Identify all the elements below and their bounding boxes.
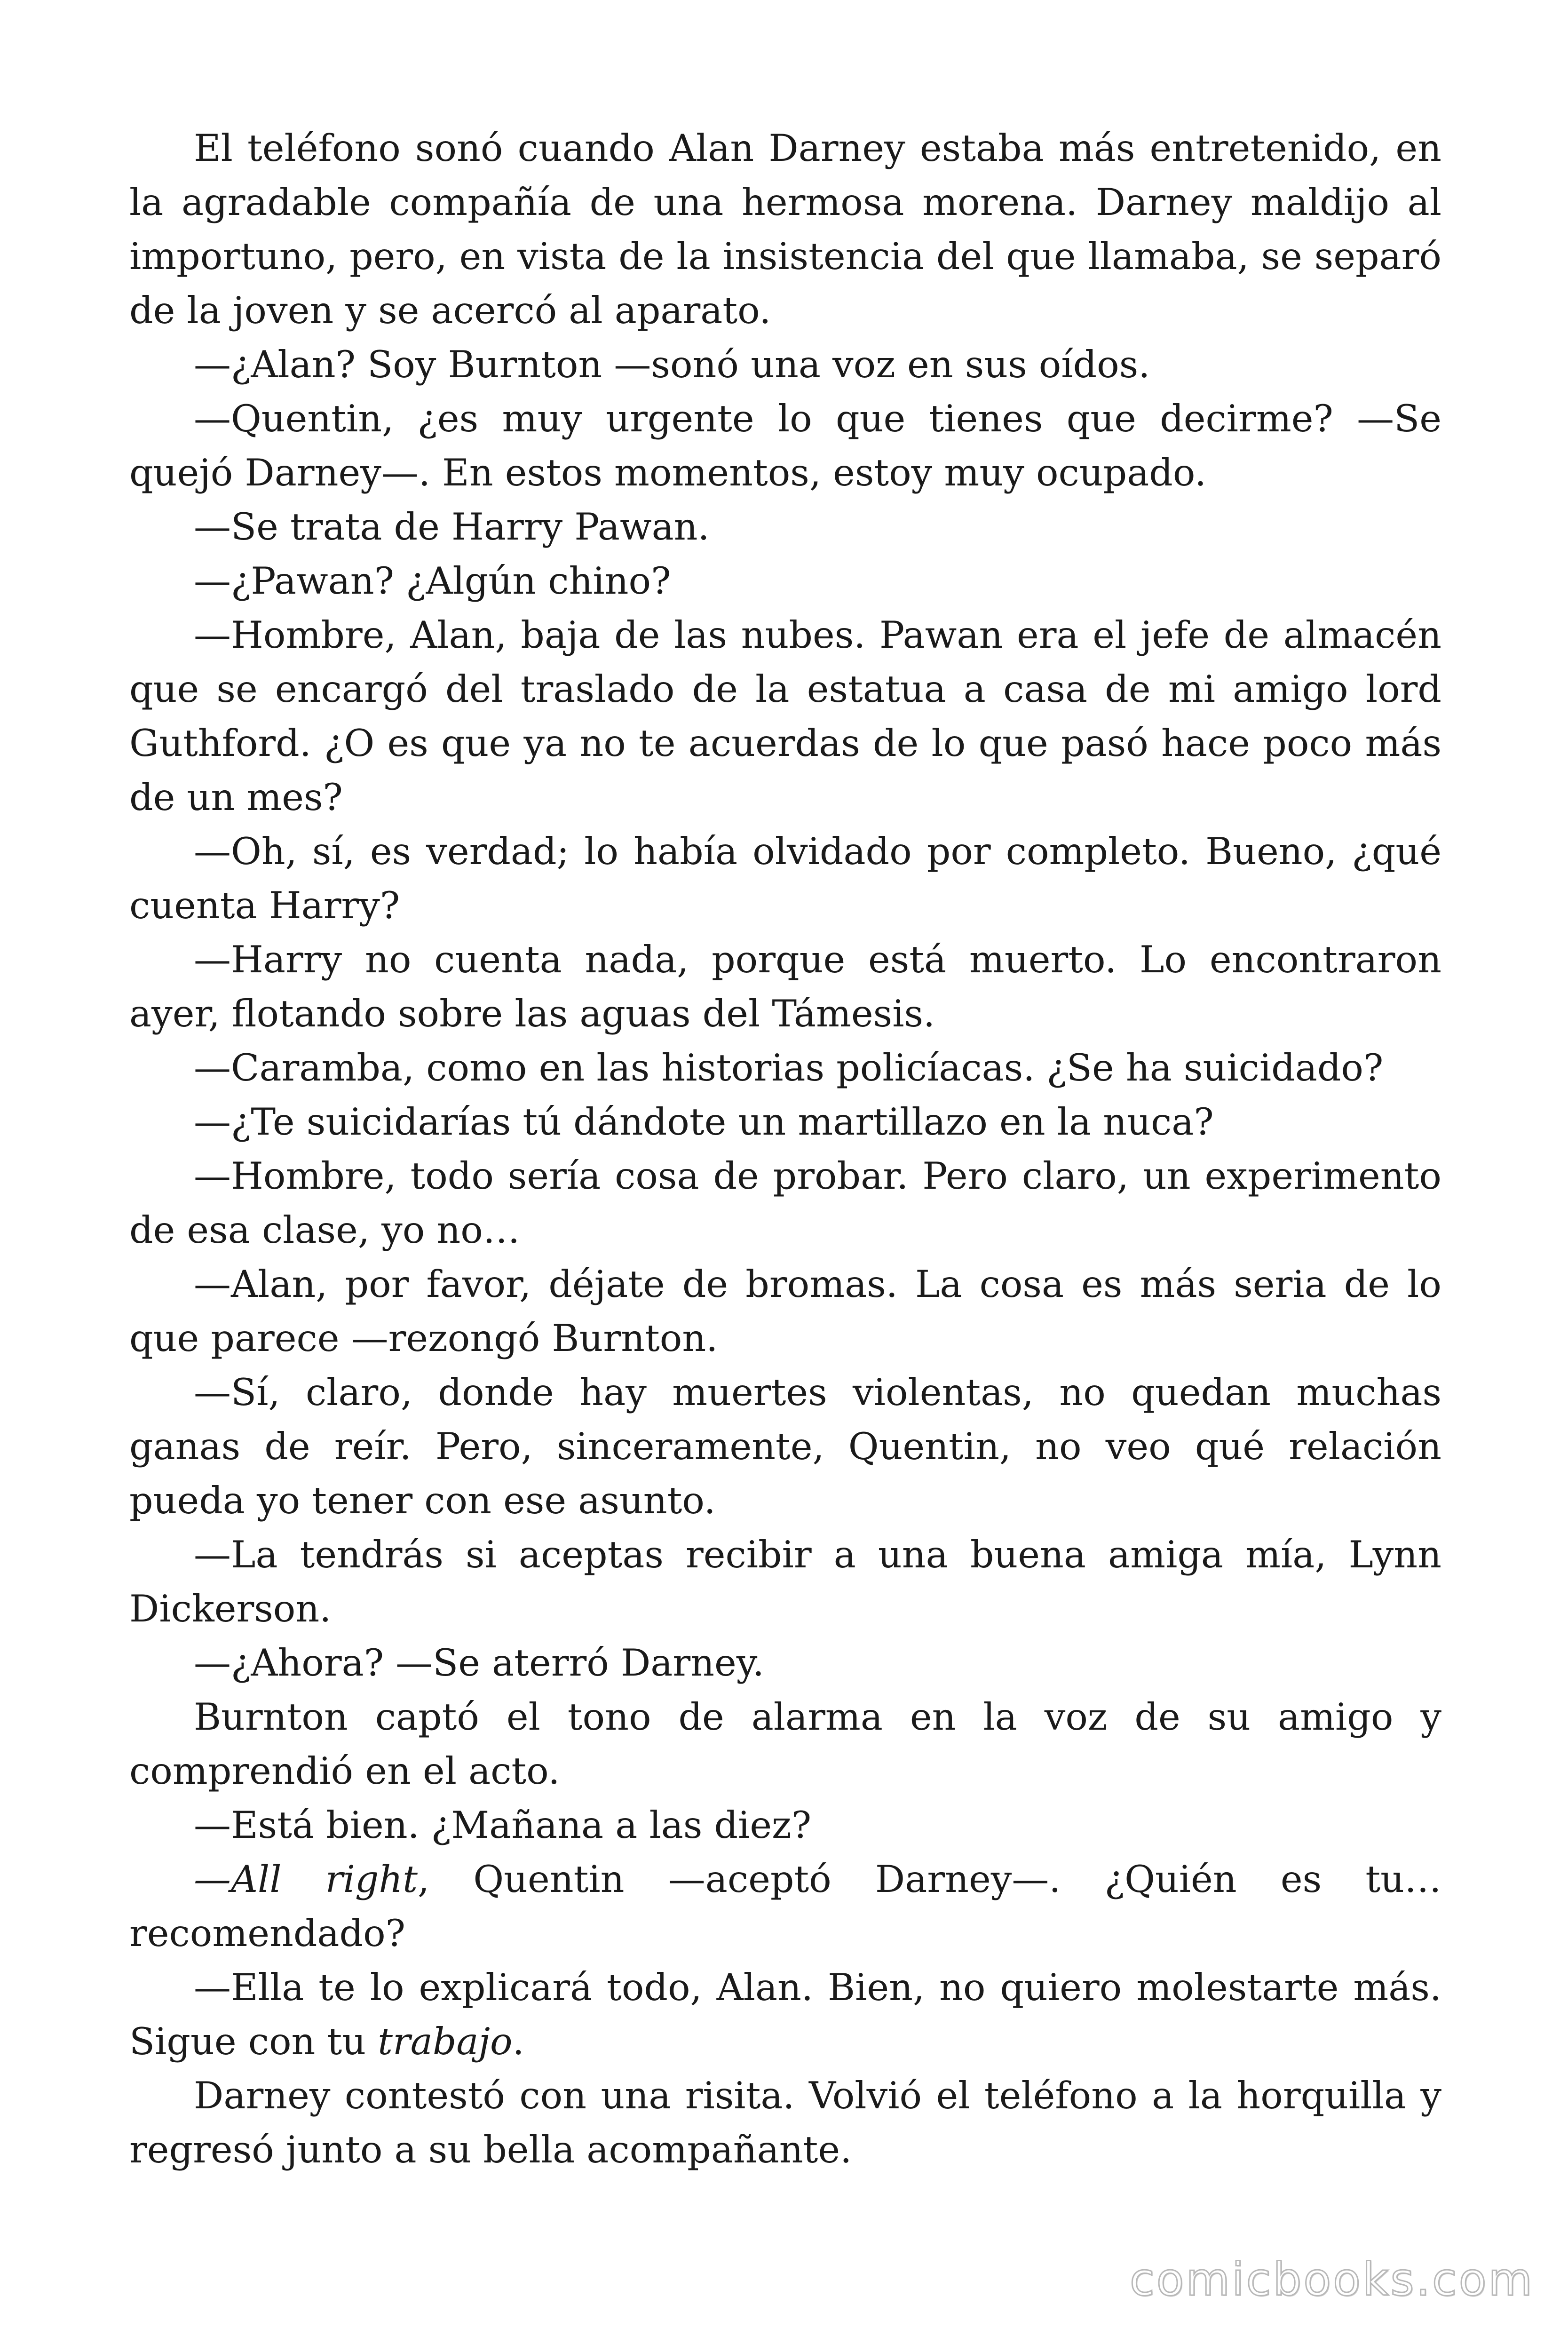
paragraph: —Sí, claro, donde hay muertes violentas, no quedan muchas ganas de reír. Pero, sinceramente, Quentin, no veo qué relación pueda yo tener con ese asunto. — [129, 1371, 1441, 1522]
paragraph: —Harry no cuenta nada, porque está muerto. Lo encontraron ayer, flotando sobre las aguas del Támesis. — [129, 938, 1441, 1035]
paragraph: —Está bien. ¿Mañana a las diez? — [194, 1804, 812, 1847]
paragraph: —Hombre, todo sería cosa de probar. Pero claro, un experimento de esa clase, yo no… — [129, 1154, 1441, 1252]
paragraph: —¿Pawan? ¿Algún chino? — [194, 559, 671, 603]
paragraph: —Quentin, ¿es muy urgente lo que tienes que decirme? —Se quejó Darney—. En estos momentos, estoy muy ocupado. — [129, 397, 1441, 494]
paragraph — [129, 1852, 1441, 1961]
paragraph: —La tendrás si aceptas recibir a una buena amiga mía, Lynn Dickerson. — [129, 1533, 1441, 1630]
paragraph: —¿Ahora? —Se aterró Darney. — [194, 1641, 765, 1685]
paragraph: —Alan, por favor, déjate de bromas. La cosa es más seria de lo que parece —rezongó Burnton. — [129, 1263, 1441, 1360]
paragraph-text: —Ella te lo explicará todo, Alan. Bien, no quiero molestarte más. Sigue con tu — [129, 1966, 1441, 2063]
paragraph-end: . — [512, 2020, 524, 2063]
paragraph: El teléfono sonó cuando Alan Darney estaba más entretenido, en la agradable compañía de una hermosa morena. Darney maldijo al importuno, pero, en vista de la insistencia del que llamaba, se separó de la joven y se acercó al aparato. — [129, 127, 1441, 332]
paragraph: —Caramba, como en las historias policíacas. ¿Se ha suicidado? — [194, 1046, 1384, 1089]
paragraph: —¿Te suicidarías tú dándote un martillazo en la nuca? — [194, 1100, 1214, 1144]
paragraph — [129, 1961, 1441, 2069]
watermark-logo: comicbooks.com — [1129, 2253, 1534, 2306]
paragraph: —Hombre, Alan, baja de las nubes. Pawan era el jefe de almacén que se encargó del traslado de la estatua a casa de mi amigo lord Guthford. ¿O es que ya no te acuerdas de lo que pasó hace poco más de un mes? — [129, 613, 1441, 819]
paragraph: —¿Alan? Soy Burnton —sonó una voz en sus oídos. — [194, 343, 1150, 386]
paragraph: Darney contestó con una risita. Volvió el teléfono a la horquilla y regresó junto a su bella acompañante. — [129, 2074, 1441, 2171]
dialogue-dash: — — [194, 1858, 231, 1901]
paragraph: —Se trata de Harry Pawan. — [194, 505, 710, 548]
italic-word: trabajo — [378, 2020, 513, 2063]
italic-phrase: All right — [231, 1858, 418, 1901]
paragraph: Burnton captó el tono de alarma en la voz de su amigo y comprendió en el acto. — [129, 1695, 1441, 1793]
paragraph-text: , Quentin —aceptó Darney—. ¿Quién es tu… recomendado? — [129, 1858, 1441, 1955]
body-text — [129, 121, 1441, 2177]
paragraph: —Oh, sí, es verdad; lo había olvidado por completo. Bueno, ¿qué cuenta Harry? — [129, 830, 1441, 927]
